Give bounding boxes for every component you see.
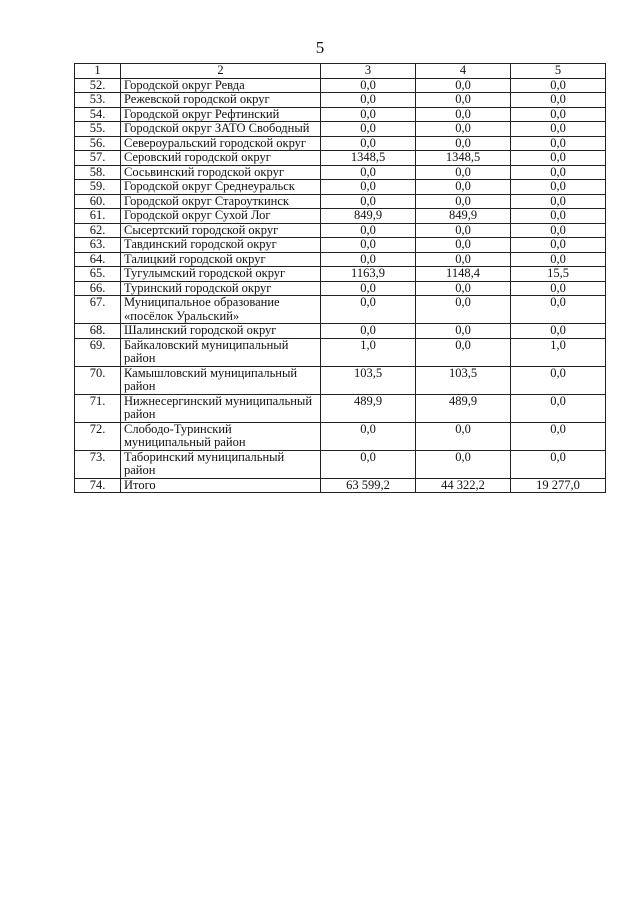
value-col3-cell: 0,0 bbox=[321, 223, 416, 238]
table-row bbox=[75, 394, 606, 422]
value-col3-cell: 1,0 bbox=[321, 338, 416, 366]
value-col5-cell: 0,0 bbox=[511, 238, 606, 253]
municipality-name-cell: Сысертский городской округ bbox=[121, 223, 321, 238]
municipality-name-cell: Талицкий городской округ bbox=[121, 252, 321, 267]
municipality-name-cell: Тавдинский городской округ bbox=[121, 238, 321, 253]
value-col3-cell: 849,9 bbox=[321, 209, 416, 224]
row-number-cell: 54. bbox=[75, 107, 121, 122]
table-row bbox=[75, 450, 606, 478]
municipality-name-cell: Серовский городской округ bbox=[121, 151, 321, 166]
value-col5-cell: 0,0 bbox=[511, 209, 606, 224]
value-col5-cell: 15,5 bbox=[511, 267, 606, 282]
municipality-name-cell: Городской округ Ревда bbox=[121, 78, 321, 93]
municipality-name-cell: Нижнесергинский муниципальный район bbox=[121, 394, 321, 422]
value-col4-cell: 0,0 bbox=[416, 281, 511, 296]
municipality-name-cell: Режевской городской округ bbox=[121, 93, 321, 108]
table-row bbox=[75, 93, 606, 108]
table-row bbox=[75, 281, 606, 296]
value-col4-cell: 0,0 bbox=[416, 450, 511, 478]
value-col3-cell: 0,0 bbox=[321, 238, 416, 253]
municipality-name-cell: Шалинский городской округ bbox=[121, 324, 321, 339]
value-col4-cell: 0,0 bbox=[416, 338, 511, 366]
value-col4-cell: 44 322,2 bbox=[416, 478, 511, 493]
allocation-table bbox=[74, 63, 606, 493]
value-col4-cell: 0,0 bbox=[416, 107, 511, 122]
value-col5-cell: 0,0 bbox=[511, 122, 606, 137]
table-row bbox=[75, 165, 606, 180]
row-number-cell: 74. bbox=[75, 478, 121, 493]
header-cell-3: 3 bbox=[321, 64, 416, 79]
header-cell-2: 2 bbox=[121, 64, 321, 79]
value-col5-cell: 0,0 bbox=[511, 165, 606, 180]
row-number-cell: 55. bbox=[75, 122, 121, 137]
value-col5-cell: 0,0 bbox=[511, 281, 606, 296]
table-row bbox=[75, 180, 606, 195]
value-col5-cell: 0,0 bbox=[511, 394, 606, 422]
value-col5-cell: 0,0 bbox=[511, 324, 606, 339]
municipality-name-cell: Городской округ ЗАТО Свободный bbox=[121, 122, 321, 137]
value-col4-cell: 1148,4 bbox=[416, 267, 511, 282]
header-cell-4: 4 bbox=[416, 64, 511, 79]
value-col3-cell: 0,0 bbox=[321, 107, 416, 122]
table-row bbox=[75, 238, 606, 253]
row-number-cell: 52. bbox=[75, 78, 121, 93]
value-col3-cell: 0,0 bbox=[321, 422, 416, 450]
row-number-cell: 67. bbox=[75, 296, 121, 324]
table-row bbox=[75, 151, 606, 166]
row-number-cell: 56. bbox=[75, 136, 121, 151]
value-col5-cell: 0,0 bbox=[511, 366, 606, 394]
value-col3-cell: 103,5 bbox=[321, 366, 416, 394]
value-col5-cell: 0,0 bbox=[511, 296, 606, 324]
header-cell-5: 5 bbox=[511, 64, 606, 79]
table-header-row bbox=[75, 64, 606, 79]
value-col4-cell: 0,0 bbox=[416, 238, 511, 253]
value-col4-cell: 0,0 bbox=[416, 296, 511, 324]
table-row bbox=[75, 194, 606, 209]
value-col3-cell: 0,0 bbox=[321, 296, 416, 324]
value-col5-cell: 0,0 bbox=[511, 223, 606, 238]
value-col4-cell: 489,9 bbox=[416, 394, 511, 422]
value-col5-cell: 0,0 bbox=[511, 180, 606, 195]
row-number-cell: 73. bbox=[75, 450, 121, 478]
value-col3-cell: 1348,5 bbox=[321, 151, 416, 166]
value-col5-cell: 0,0 bbox=[511, 107, 606, 122]
table-row bbox=[75, 252, 606, 267]
value-col5-cell: 1,0 bbox=[511, 338, 606, 366]
value-col3-cell: 0,0 bbox=[321, 122, 416, 137]
table-row bbox=[75, 478, 606, 493]
value-col4-cell: 849,9 bbox=[416, 209, 511, 224]
value-col3-cell: 0,0 bbox=[321, 165, 416, 180]
page-number: 5 bbox=[315, 38, 325, 57]
municipality-name-cell: Городской округ Староуткинск bbox=[121, 194, 321, 209]
value-col3-cell: 0,0 bbox=[321, 450, 416, 478]
value-col5-cell: 0,0 bbox=[511, 450, 606, 478]
value-col4-cell: 0,0 bbox=[416, 252, 511, 267]
municipality-name-cell: Городской округ Рефтинский bbox=[121, 107, 321, 122]
municipality-name-cell: Городской округ Среднеуральск bbox=[121, 180, 321, 195]
row-number-cell: 71. bbox=[75, 394, 121, 422]
municipality-name-cell: Тугулымский городской округ bbox=[121, 267, 321, 282]
table-row bbox=[75, 136, 606, 151]
row-number-cell: 68. bbox=[75, 324, 121, 339]
row-number-cell: 61. bbox=[75, 209, 121, 224]
table-row bbox=[75, 122, 606, 137]
value-col3-cell: 0,0 bbox=[321, 194, 416, 209]
value-col3-cell: 63 599,2 bbox=[321, 478, 416, 493]
municipality-name-cell: Североуральский городской округ bbox=[121, 136, 321, 151]
value-col5-cell: 0,0 bbox=[511, 252, 606, 267]
table-row bbox=[75, 366, 606, 394]
value-col4-cell: 0,0 bbox=[416, 78, 511, 93]
value-col3-cell: 0,0 bbox=[321, 136, 416, 151]
value-col4-cell: 0,0 bbox=[416, 136, 511, 151]
value-col5-cell: 19 277,0 bbox=[511, 478, 606, 493]
table-row bbox=[75, 78, 606, 93]
municipality-name-cell: Байкаловский муниципальный район bbox=[121, 338, 321, 366]
header-cell-1: 1 bbox=[75, 64, 121, 79]
table-row bbox=[75, 324, 606, 339]
value-col5-cell: 0,0 bbox=[511, 194, 606, 209]
value-col4-cell: 0,0 bbox=[416, 122, 511, 137]
table-body bbox=[75, 64, 606, 493]
municipality-name-cell: Муниципальное образование «посёлок Уральский» bbox=[121, 296, 321, 324]
row-number-cell: 72. bbox=[75, 422, 121, 450]
row-number-cell: 65. bbox=[75, 267, 121, 282]
value-col5-cell: 0,0 bbox=[511, 151, 606, 166]
row-number-cell: 57. bbox=[75, 151, 121, 166]
municipality-name-cell: Слободо-Туринский муниципальный район bbox=[121, 422, 321, 450]
value-col4-cell: 0,0 bbox=[416, 422, 511, 450]
municipality-name-cell: Туринский городской округ bbox=[121, 281, 321, 296]
value-col4-cell: 0,0 bbox=[416, 180, 511, 195]
row-number-cell: 70. bbox=[75, 366, 121, 394]
value-col3-cell: 0,0 bbox=[321, 78, 416, 93]
value-col3-cell: 489,9 bbox=[321, 394, 416, 422]
row-number-cell: 58. bbox=[75, 165, 121, 180]
value-col4-cell: 0,0 bbox=[416, 93, 511, 108]
row-number-cell: 62. bbox=[75, 223, 121, 238]
value-col4-cell: 0,0 bbox=[416, 223, 511, 238]
value-col3-cell: 1163,9 bbox=[321, 267, 416, 282]
municipality-name-cell: Городской округ Сухой Лог bbox=[121, 209, 321, 224]
value-col5-cell: 0,0 bbox=[511, 136, 606, 151]
value-col4-cell: 0,0 bbox=[416, 165, 511, 180]
row-number-cell: 69. bbox=[75, 338, 121, 366]
table-row bbox=[75, 223, 606, 238]
table-row bbox=[75, 107, 606, 122]
row-number-cell: 60. bbox=[75, 194, 121, 209]
row-number-cell: 64. bbox=[75, 252, 121, 267]
row-number-cell: 63. bbox=[75, 238, 121, 253]
value-col4-cell: 0,0 bbox=[416, 324, 511, 339]
row-number-cell: 59. bbox=[75, 180, 121, 195]
municipality-name-cell: Камышловский муниципальный район bbox=[121, 366, 321, 394]
table-row bbox=[75, 267, 606, 282]
table-row bbox=[75, 422, 606, 450]
table-row bbox=[75, 296, 606, 324]
value-col4-cell: 1348,5 bbox=[416, 151, 511, 166]
municipality-name-cell: Итого bbox=[121, 478, 321, 493]
value-col3-cell: 0,0 bbox=[321, 324, 416, 339]
value-col3-cell: 0,0 bbox=[321, 180, 416, 195]
row-number-cell: 53. bbox=[75, 93, 121, 108]
value-col3-cell: 0,0 bbox=[321, 281, 416, 296]
value-col5-cell: 0,0 bbox=[511, 422, 606, 450]
table-row bbox=[75, 209, 606, 224]
value-col5-cell: 0,0 bbox=[511, 93, 606, 108]
value-col4-cell: 0,0 bbox=[416, 194, 511, 209]
value-col3-cell: 0,0 bbox=[321, 252, 416, 267]
value-col3-cell: 0,0 bbox=[321, 93, 416, 108]
table-row bbox=[75, 338, 606, 366]
municipality-name-cell: Сосьвинский городской округ bbox=[121, 165, 321, 180]
value-col4-cell: 103,5 bbox=[416, 366, 511, 394]
municipality-name-cell: Таборинский муниципальный район bbox=[121, 450, 321, 478]
value-col5-cell: 0,0 bbox=[511, 78, 606, 93]
row-number-cell: 66. bbox=[75, 281, 121, 296]
